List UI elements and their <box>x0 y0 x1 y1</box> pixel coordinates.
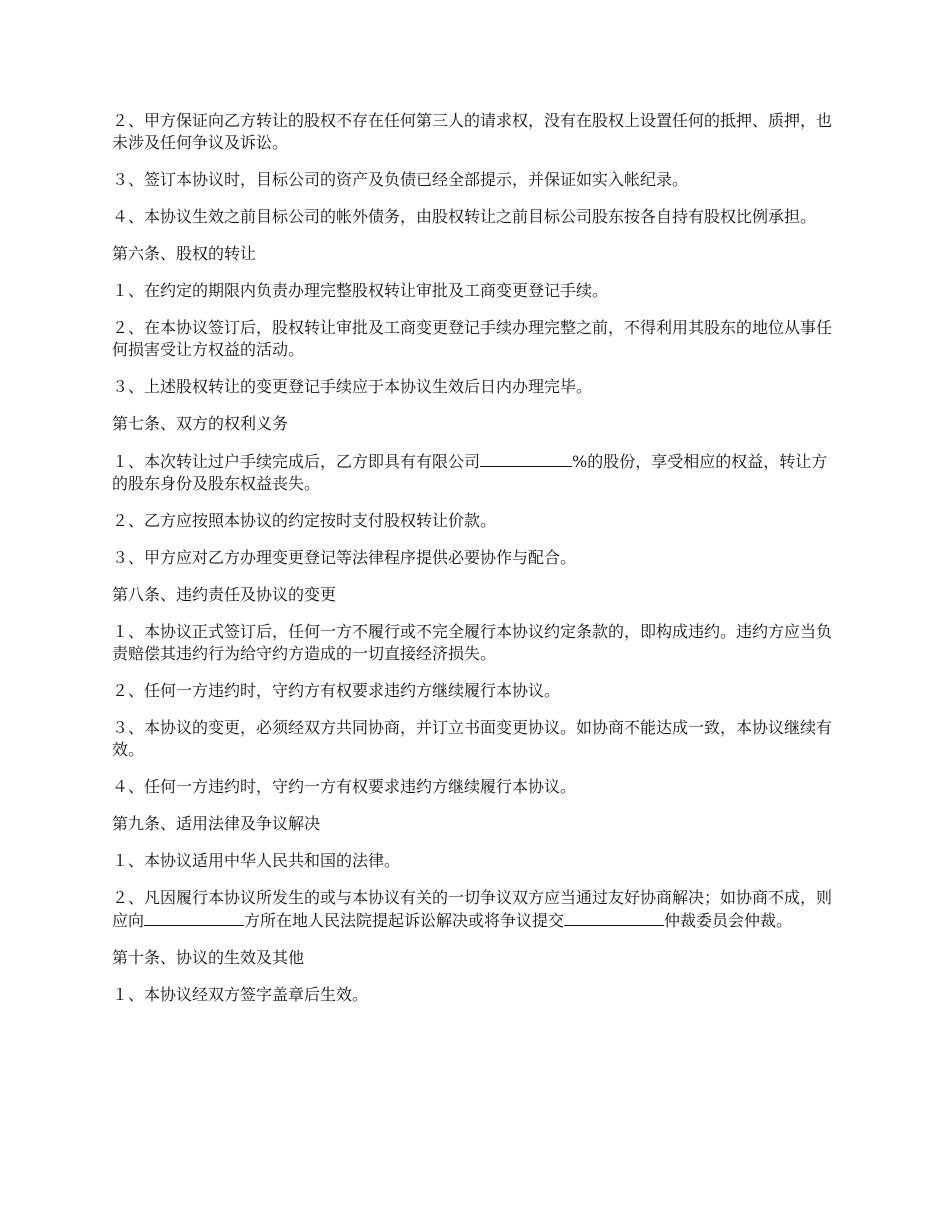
court-party-blank <box>144 909 244 926</box>
article-6-heading: 第六条、股权的转让 <box>112 244 257 263</box>
article-8-item-4: ４、任何一方违约时，守约一方有权要求违约方继续履行本协议。 <box>112 777 577 796</box>
article-10-item-1: １、本协议经双方签字盖章后生效。 <box>112 985 369 1004</box>
clause-5-item-3: ３、签订本协议时，目标公司的资产及负债已经全部提示，并保证如实入帐纪录。 <box>112 170 689 189</box>
document-body <box>112 110 840 1021</box>
article-6-item-2: ２、在本协议签订后，股权转让审批及工商变更登记手续办理完整之前，不得利用其股东的地位从事任何损害受让方权益的活动。 <box>112 318 833 359</box>
article-7-item-1-part-a: １、本次转让过户手续完成后，乙方即具有有限公司 <box>112 452 481 471</box>
article-9-heading: 第九条、适用法律及争议解决 <box>112 814 321 833</box>
article-8-heading: 第八条、违约责任及协议的变更 <box>112 585 337 604</box>
clause-5-item-4: ４、本协议生效之前目标公司的帐外债务，由股权转让之前目标公司股东按各自持有股权比例承担。 <box>112 207 817 226</box>
article-8-item-3: ３、本协议的变更，必须经双方共同协商，并订立书面变更协议。如协商不能达成一致，本协议继续有效。 <box>112 718 833 759</box>
share-percent-blank <box>480 450 572 467</box>
article-7-item-1 <box>112 450 840 495</box>
article-7-heading: 第七条、双方的权利义务 <box>112 414 289 433</box>
article-9-item-2 <box>112 887 840 932</box>
article-9-item-2-part-a: ２、凡因履行本协议所发生的或与本协议有关的一切争议双方应当通过友好协商解决；如协商不成，则应向 <box>112 888 833 930</box>
article-9-item-1: １、本协议适用中华人民共和国的法律。 <box>112 851 401 870</box>
article-9-item-2-part-c: 仲裁委员会仲裁。 <box>664 911 793 930</box>
article-9-item-2-part-b: 方所在地人民法院提起诉讼解决或将争议提交 <box>244 911 565 930</box>
article-8-item-2: ２、任何一方违约时，守约方有权要求违约方继续履行本协议。 <box>112 681 561 700</box>
clause-5-item-2: ２、甲方保证向乙方转让的股权不存在任何第三人的请求权，没有在股权上设置任何的抵押、质押，也未涉及任何争议及诉讼。 <box>112 111 833 152</box>
article-6-item-1: １、在约定的期限内负责办理完整股权转让审批及工商变更登记手续。 <box>112 281 609 300</box>
article-7-item-2: ２、乙方应按照本协议的约定按时支付股权转让价款。 <box>112 511 497 530</box>
article-7-item-3: ３、甲方应对乙方办理变更登记等法律程序提供必要协作与配合。 <box>112 548 577 567</box>
article-8-item-1: １、本协议正式签订后，任何一方不履行或不完全履行本协议约定条款的，即构成违约。违约方应当负责赔偿其违约行为给守约方造成的一切直接经济损失。 <box>112 622 833 663</box>
article-10-heading: 第十条、协议的生效及其他 <box>112 948 305 967</box>
article-6-item-3: ３、上述股权转让的变更登记手续应于本协议生效后日内办理完毕。 <box>112 377 593 396</box>
article-7-item-1-part-b: %的股份，享受相应的权益，转让方的股东身份及股东权益丧失。 <box>112 452 828 493</box>
arbitration-body-blank <box>564 909 664 926</box>
